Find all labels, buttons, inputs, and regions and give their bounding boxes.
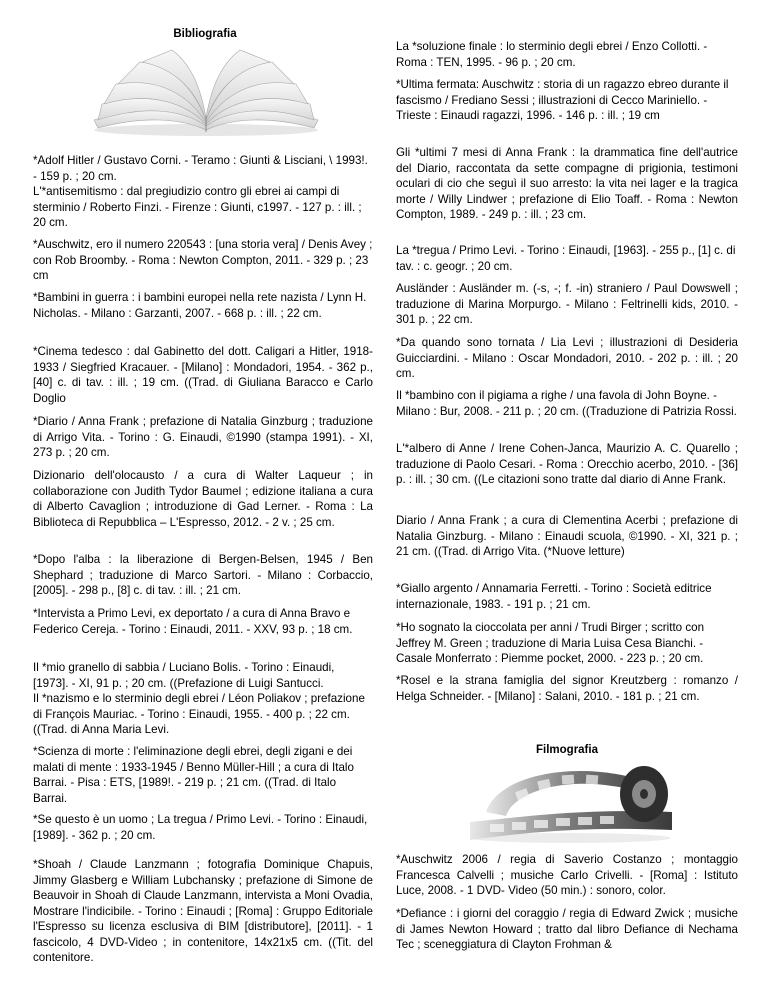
bib-entry: *Cinema tedesco : dal Gabinetto del dott. Caligari a Hitler, 1918-1933 / Siegfried Kracauer. - [Milano] : Mondadori, 1954. - 362 p., [40] c. di tav. : ill. ; 19 cm. ((Trad. di Giuliana Baracco e Carlo Doglio (33, 345, 373, 405)
bib-entry: *Diario / Anna Frank ; prefazione di Natalia Ginzburg ; traduzione di Arrigo Vita. - Torino : G. Einaudi, ©1990 (stampa 1991). - XI, 273 p. ; 20 cm. (33, 415, 373, 459)
bib-entry: *Adolf Hitler / Gustavo Corni. - Teramo : Giunti & Lisciani, \ 1993!. - 159 p. ; 20 cm. (33, 154, 368, 183)
bib-entry: *Rosel e la strana famiglia del signor Kreutzberg : romanzo / Helga Schneider. - [Milano] : Salani, 2010. - 181 p. ; 21 cm. (396, 674, 738, 703)
bib-entry: *Se questo è un uomo ; La tregua / Primo Levi. - Torino : Einaudi, [1989]. - 362 p. ; 20 cm. (33, 813, 368, 842)
bib-entry: *Da quando sono tornata / Lia Levi ; illustrazioni di Desideria Guicciardini. - Milano : Oscar Mondadori, 2010. - 202 p. : ill. ; 20 cm. (396, 336, 738, 380)
bib-entry: *Dopo l'alba : la liberazione di Bergen-Belsen, 1945 / Ben Shephard ; traduzione di Marco Sartori. - Milano : Corbaccio, [2005]. - 298 p., [8] c. di tav. : ill. ; 21 cm. (33, 553, 373, 597)
bib-entry: *Intervista a Primo Levi, ex deportato / a cura di Anna Bravo e Federico Cereja. - Torino : Einaudi, 2011. - XXV, 93 p. ; 18 cm. (33, 607, 353, 636)
bib-entry: L'*antisemitismo : dal pregiudizio contro gli ebrei ai campi di sterminio / Roberto Finzi. - Firenze : Giunti, c1997. - 127 p. : ill. ; 20 cm. (33, 185, 362, 229)
bib-entry: L'*albero di Anne / Irene Cohen-Janca, Maurizio A. C. Quarello ; traduzione di Paolo Cesari. - Roma : Orecchio acerbo, 2010. - [36] p. : ill. ; 30 cm. ((Le citazioni sono tratte dal diario di Anne Frank. (396, 442, 738, 486)
bib-entry: Gli *ultimi 7 mesi di Anna Frank : la drammatica fine dell'autrice del Diario, raccontata da sette compagne di prigionia, testimoni oculari di cio che seguì il suo arresto: la vita nei lager e la tragica morte / Willy Lindwer ; prefazione di Elio Toaff. - Roma : Newton Compton, 1989. - 249 p. : ill. ; 23 cm. (396, 146, 738, 221)
bib-entry: Ausländer : Ausländer m. (-s, -; f. -in) straniero / Paul Dowswell ; traduzione di Marina Morpurgo. - Milano : Feltrinelli kids, 2010. - 301 p. ; 22 cm. (396, 282, 738, 326)
bib-entry: Il *mio granello di sabbia / Luciano Bolis. - Torino : Einaudi, [1973]. - XI, 91 p. ; 20 cm. ((Prefazione di Luigi Santucci. (33, 661, 335, 690)
bib-entry: *Bambini in guerra : i bambini europei nella rete nazista / Lynn H. Nicholas. - Milano : Garzanti, 2007. - 668 p. : ill. ; 22 cm. (33, 291, 367, 320)
bib-entry: La *soluzione finale : lo sterminio degli ebrei / Enzo Collotti. - Roma : TEN, 1995. - 96 p. ; 20 cm. (396, 40, 708, 69)
film-strip-icon (466, 760, 676, 844)
bib-entry: *Giallo argento / Annamaria Ferretti. - Torino : Società editrice internazionale, 1983. - 191 p. ; 21 cm. (396, 582, 712, 611)
bib-entry: *Auschwitz, ero il numero 220543 : [una storia vera] / Denis Avey ; con Rob Broomby. - Roma : Newton Compton, 2011. - 329 p. ; 23 cm (33, 238, 373, 282)
bib-entry: Il *nazismo e lo sterminio degli ebrei / Léon Poliakov ; prefazione di François Mauriac. - Torino : Einaudi, 1955. - 400 p. ; 22 cm. ((Trad. di Anna Maria Levi. (33, 692, 365, 736)
bib-entry: *Scienza di morte : l'eliminazione degli ebrei, degli zigani e dei malati di mente : 1933-1945 / Benno Müller-Hill ; a cura di Italo Barrai. - Pisa : ETS, [1989!. - 219 p. ; 21 cm. ((Trad. di Italo Barrai. (33, 745, 354, 805)
film-entry: *Defiance : i giorni del coraggio / regia di Edward Zwick ; musiche di James Newton Howard ; tratto dal libro Defiance di Nechama Tec ; sceneggiatura di Clayton Frohman & (396, 907, 738, 951)
film-entry: *Auschwitz 2006 / regia di Saverio Costanzo ; montaggio Francesca Calvelli ; musiche Carlo Crivelli. - [Roma] : Istituto Luce, 2008. - 1 DVD- Video (50 min.) : sonoro, color. (396, 853, 738, 897)
bib-entry: *Ultima fermata: Auschwitz : storia di un ragazzo ebreo durante il fascismo / Frediano Sessi ; illustrazioni di Cecco Mariniello. - Trieste : Einaudi ragazzi, 1996. - 146 p. : ill. ; 19 cm (396, 78, 729, 122)
bib-entry: *Shoah / Claude Lanzmann ; fotografia Dominique Chapuis, Jimmy Glasberg e William Lubchansky ; prefazione di Simone de Beauvoir in Shoah di Claude Lanzmann, intervista a Moni Ovadia, Mostrare l'indicibile. - Torino : Einaudi ; [Roma] : Gruppo Editoriale l'Espresso su licenza esclusiva di BIM [distributore], [2011]. - 1 fascicolo, 4 DVD-Video ; in contenitore, 14x21x5 cm. ((Tit. del contenitore. (33, 858, 373, 964)
filmography-heading: Filmografia (536, 744, 598, 756)
bib-entry: Dizionario dell'olocausto / a cura di Walter Laqueur ; in collaborazione con Judith Tydor Baumel ; edizione italiana a cura di Alberto Cavaglion ; introduzione di Gad Lerner. - Roma : La Biblioteca di Repubblica – L'Espresso, 2012. - 2 v. ; 25 cm. (33, 469, 373, 529)
bib-entry: Il *bambino con il pigiama a righe / una favola di John Boyne. - Milano : Bur, 2008. - 211 p. ; 20 cm. ((Traduzione di Patrizia Rossi. (396, 389, 737, 418)
bibliography-heading: Bibliografia (173, 28, 237, 40)
bib-entry: La *tregua / Primo Levi. - Torino : Einaudi, [1963]. - 255 p., [1] c. di tav. : c. geogr. ; 20 cm. (396, 244, 736, 273)
bib-entry: *Ho sognato la cioccolata per anni / Trudi Birger ; scritto con Jeffrey M. Green ; traduzione di Maria Luisa Cesa Bianchi. - Casale Monferrato : Piemme pocket, 2000. - 223 p. ; 20 cm. (396, 621, 705, 665)
open-book-icon (88, 46, 324, 138)
bib-entry: Diario / Anna Frank ; a cura di Clementina Acerbi ; prefazione di Natalia Ginzburg. - Milano : Einaudi scuola, ©1990. - XI, 321 p. ; 21 cm. ((Trad. di Arrigo Vita. (*Nuove letture) (396, 514, 738, 558)
